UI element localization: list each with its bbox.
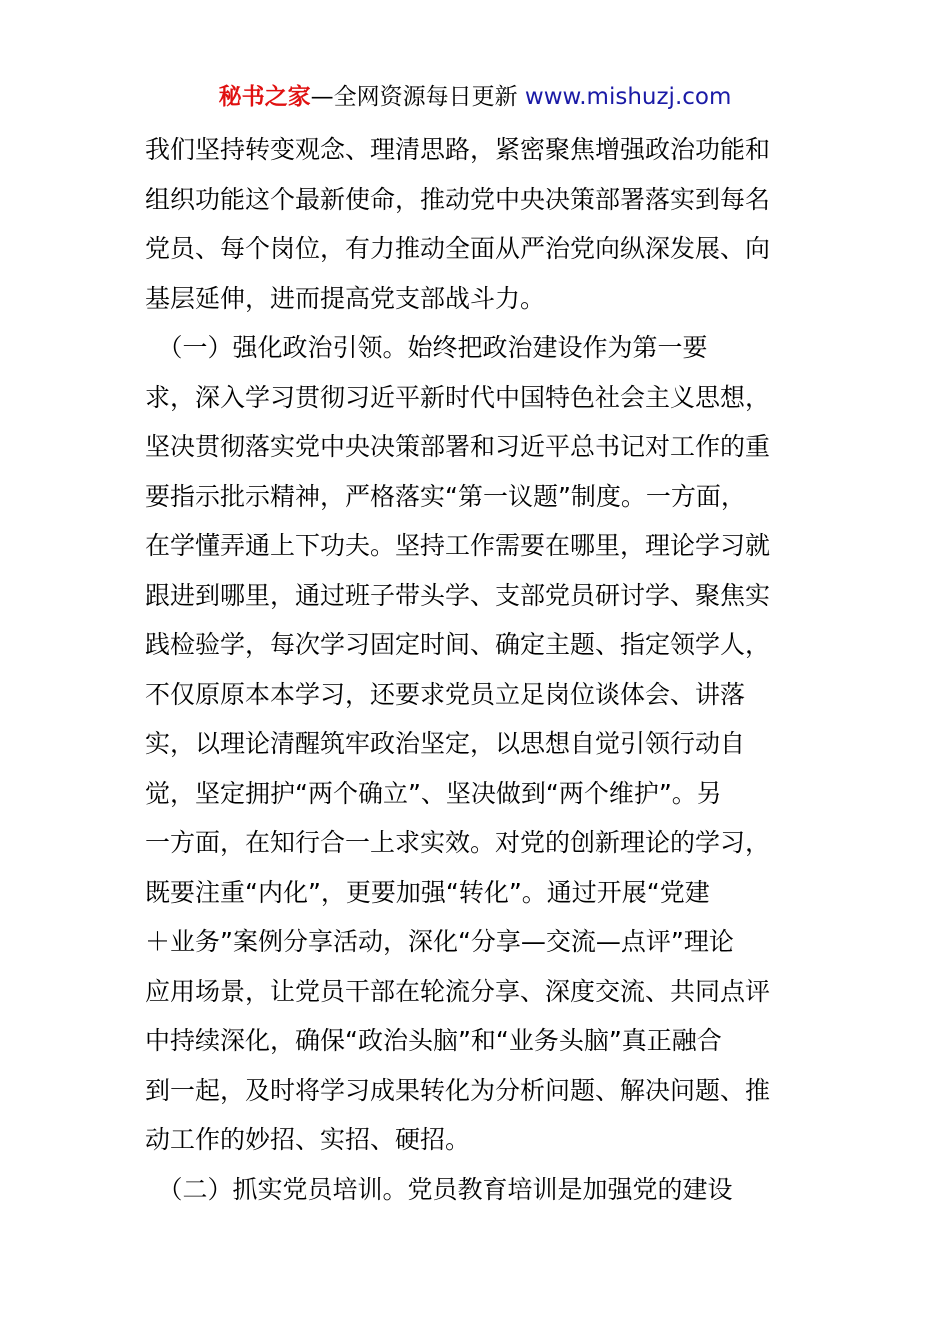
text-line: 既要注重“内化”，更要加强“转化”。通过开展“党建 (145, 877, 710, 907)
text-line: 跟进到哪里，通过班子带头学、支部党员研讨学、聚焦实 (145, 580, 771, 610)
text-line: 觉，坚定拥护“两个确立”、坚决做到“两个维护”。另 (145, 778, 722, 808)
text-line: 要指示批示精神，严格落实“第一议题”制度。一方面， (145, 481, 746, 511)
text-line: 党员、每个岗位，有力推动全面从严治党向纵深发展、向 (145, 234, 771, 263)
text-line: ＋业务”案例分享活动，深化“分享—交流—点评”理论 (145, 927, 734, 956)
text-line: 求，深入学习贯彻习近平新时代中国特色社会主义思想， (145, 382, 771, 412)
text-line: （二）抓实党员培训。党员教育培训是加强党的建设 (145, 1174, 733, 1204)
text-line: 我们坚持转变观念、理清思路，紧密聚焦增强政治功能和 (145, 135, 771, 164)
text-line: 基层延伸，进而提高党支部战斗力。 (145, 283, 546, 313)
document-body (145, 125, 815, 1214)
text-line: 在学懂弄通上下功夫。坚持工作需要在哪里，理论学习就 (145, 531, 771, 560)
site-url-link[interactable]: www.mishuzj.com (524, 84, 732, 110)
text-line: 实，以理论清醒筑牢政治坚定，以思想自觉引领行动自 (145, 729, 746, 758)
site-header (0, 80, 950, 114)
text-line: 动工作的妙招、实招、硬招。 (145, 1125, 471, 1154)
text-line: 中持续深化，确保“政治头脑”和“业务头脑”真正融合 (145, 1026, 722, 1055)
site-tagline: —全网资源每日更新 (310, 84, 525, 110)
text-line: 一方面，在知行合一上求实效。对党的创新理论的学习， (145, 828, 771, 857)
text-line: （一）强化政治引领。始终把政治建设作为第一要 (145, 333, 708, 362)
text-line: 组织功能这个最新使命，推动党中央决策部署落实到每名 (145, 184, 771, 214)
text-line: 到一起，及时将学习成果转化为分析问题、解决问题、推 (145, 1075, 771, 1105)
text-line: 应用场景，让党员干部在轮流分享、深度交流、共同点评 (145, 976, 771, 1006)
site-brand: 秘书之家 (218, 84, 311, 110)
text-line: 坚决贯彻落实党中央决策部署和习近平总书记对工作的重 (145, 432, 771, 461)
text-line: 不仅原原本本学习，还要求党员立足岗位谈体会、讲落 (145, 679, 746, 709)
text-line: 践检验学，每次学习固定时间、确定主题、指定领学人， (145, 630, 771, 659)
